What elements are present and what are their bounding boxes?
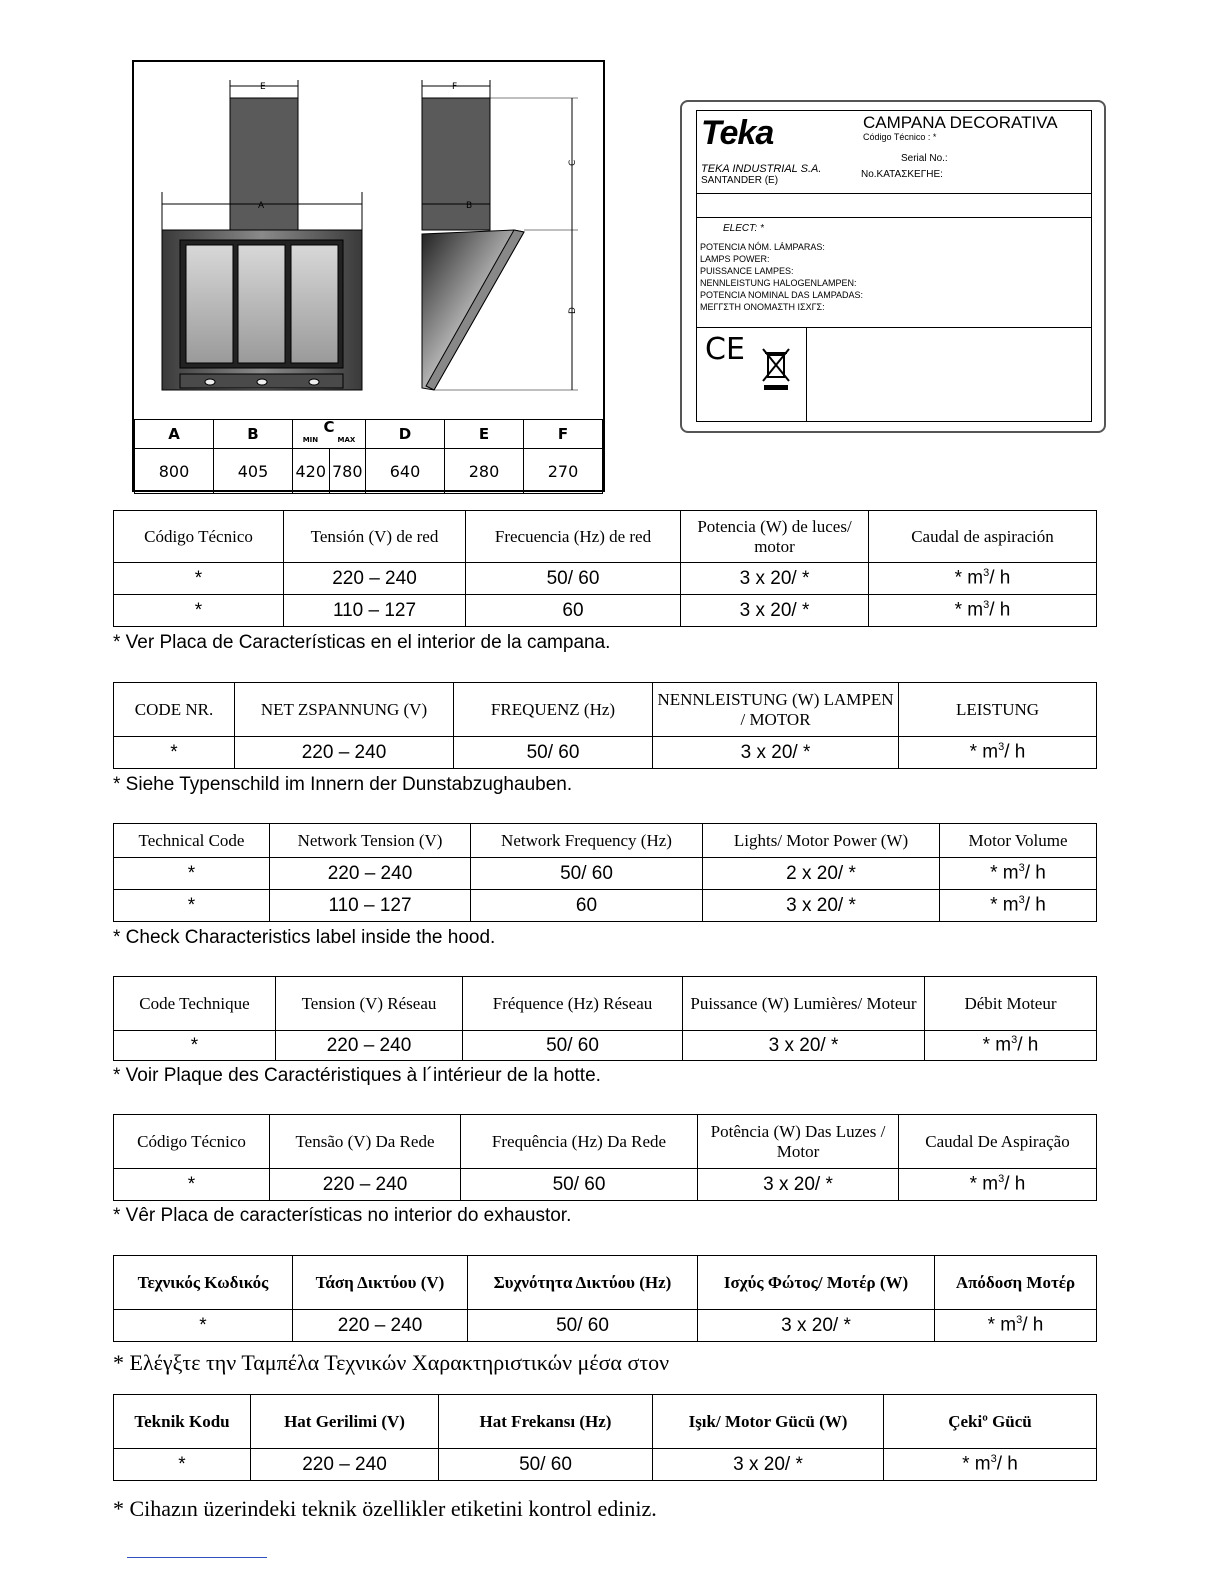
spec-cell: 220 – 240 <box>270 858 471 890</box>
spec-cell: 3 x 20/ * <box>681 563 869 595</box>
dim-header-c-min: MIN <box>302 436 319 444</box>
spec-cell: 50/ 60 <box>471 858 703 890</box>
spec-cell: 220 – 240 <box>284 563 466 595</box>
spec-note: * Ver Placa de Características en el interior de la campana. <box>113 632 611 653</box>
flow-value: * m <box>982 1034 1012 1056</box>
plate-code: Código Técnico : * <box>863 132 937 142</box>
dim-a-label: A <box>258 201 265 211</box>
spec-cell: * <box>114 890 270 922</box>
dim-header-c-max: MAX <box>337 436 356 444</box>
spec-header-cell: Συχνότητα Δικτύου (Hz) <box>468 1256 698 1310</box>
cubic-exponent: 3 <box>990 1453 997 1466</box>
spec-cell: 220 – 240 <box>293 1310 468 1342</box>
spec-cell <box>869 595 1097 627</box>
spec-header-cell: Network Frequency (Hz) <box>471 824 703 858</box>
spec-cell: * <box>114 858 270 890</box>
spec-table <box>113 1394 1097 1481</box>
dim-d-label: D <box>568 307 578 314</box>
flow-unit: / h <box>996 1453 1018 1475</box>
spec-header-cell: Frecuencia (Hz) de red <box>466 511 681 563</box>
spec-cell: * <box>114 1169 270 1201</box>
spec-table <box>113 682 1097 769</box>
flow-value: * m <box>954 567 984 589</box>
spec-cell <box>869 563 1097 595</box>
spec-header-cell: Código Técnico <box>114 1115 270 1169</box>
spec-header-cell: Ισχύς Φώτος/ Μοτέρ (W) <box>698 1256 935 1310</box>
spec-header-cell: NET ZSPANNUNG (V) <box>235 683 454 737</box>
dim-value-e: 280 <box>445 449 524 494</box>
technical-drawing <box>132 60 605 492</box>
spec-cell: 3 x 20/ * <box>681 595 869 627</box>
dim-e-label: E <box>260 82 266 92</box>
spec-row <box>114 1031 1097 1061</box>
spec-cell: 50/ 60 <box>454 737 653 769</box>
spec-header-cell: Απόδοση Μοτέρ <box>935 1256 1097 1310</box>
flow-value: * m <box>962 1453 991 1475</box>
flow-unit: / h <box>1022 1314 1044 1336</box>
spec-header-cell: Código Técnico <box>114 511 284 563</box>
spec-header-cell: Tension (V) Réseau <box>276 977 463 1031</box>
dim-f-label: F <box>452 82 458 92</box>
spec-cell: 3 x 20/ * <box>698 1169 899 1201</box>
spec-header-cell: Çekiº Gücü <box>884 1395 1097 1449</box>
spec-row <box>114 1310 1097 1342</box>
plate-lamps-es: POTENCIA NÓM. LÁMPARAS: <box>700 242 825 252</box>
dim-value-a: 800 <box>135 449 214 494</box>
spec-note: * Siehe Typenschild im Innern der Dunstabzughauben. <box>113 774 573 795</box>
dim-header-c <box>293 420 366 449</box>
side-chimney <box>422 98 490 230</box>
plate-title: CAMPANA DECORATIVA <box>863 113 1058 132</box>
spec-header-cell: NENNLEISTUNG (W) LAMPEN / MOTOR <box>653 683 899 737</box>
plate-lamps-de: NENNLEISTUNG HALOGENLAMPEN: <box>700 278 857 288</box>
spec-note: * Voir Plaque des Caractéristiques à l´intérieur de la hotte. <box>113 1065 601 1086</box>
spec-header-cell: Tensão (V) Da Rede <box>270 1115 461 1169</box>
spec-header-cell: Puissance (W) Lumières/ Moteur <box>683 977 925 1031</box>
spec-cell: 50/ 60 <box>468 1310 698 1342</box>
spec-row <box>114 595 1097 627</box>
spec-header-cell: Lights/ Motor Power (W) <box>703 824 940 858</box>
plate-serial-greek: No.ΚΑΤΑΣΚΕΓΗΕ: <box>861 169 943 180</box>
dim-header-e: E <box>445 420 524 449</box>
spec-header-cell: Hat Gerilimi (V) <box>251 1395 439 1449</box>
rating-plate <box>696 110 1092 422</box>
spec-cell <box>940 858 1097 890</box>
plate-company: TEKA INDUSTRIAL S.A. <box>701 163 822 175</box>
dim-header-c-label: C <box>323 418 335 436</box>
plate-lamps-fr: PUISSANCE LAMPES: <box>700 266 794 276</box>
plate-city: SANTANDER (E) <box>701 175 779 186</box>
flow-unit: / h <box>1004 1173 1026 1195</box>
spec-note: * Ελέγξτε την Ταμπέλα Τεχνικών Χαρακτηριστικών μέσα στον <box>113 1350 670 1375</box>
spec-table <box>113 510 1097 627</box>
spec-note: * Vêr Placa de características no interior do exhaustor. <box>113 1205 572 1226</box>
plate-divider <box>697 327 1091 328</box>
plate-divider <box>697 193 1091 194</box>
spec-cell: 3 x 20/ * <box>703 890 940 922</box>
spec-row <box>114 890 1097 922</box>
dim-header-a: A <box>135 420 214 449</box>
spec-cell: 50/ 60 <box>461 1169 698 1201</box>
flow-value: * m <box>954 599 984 621</box>
flow-unit: / h <box>1024 862 1046 884</box>
spec-cell <box>925 1031 1097 1061</box>
spec-row <box>114 1169 1097 1201</box>
dim-header-b: B <box>214 420 293 449</box>
spec-row <box>114 858 1097 890</box>
spec-cell <box>940 890 1097 922</box>
spec-cell: * <box>114 595 284 627</box>
spec-header-cell: Potência (W) Das Luzes / Motor <box>698 1115 899 1169</box>
spec-cell: 220 – 240 <box>251 1449 439 1481</box>
flow-unit: / h <box>1024 894 1046 916</box>
spec-header-cell: Teknik Kodu <box>114 1395 251 1449</box>
dim-value-f: 270 <box>524 449 603 494</box>
spec-cell: * <box>114 1449 251 1481</box>
plate-divider <box>806 327 807 421</box>
spec-cell: * <box>114 1031 276 1061</box>
ce-mark: CE <box>705 332 745 367</box>
spec-note: * Check Characteristics label inside the hood. <box>113 927 496 948</box>
plate-lamps-en: LAMPS POWER: <box>700 254 770 264</box>
plate-serial: Serial No.: <box>901 153 948 164</box>
spec-cell: 50/ 60 <box>463 1031 683 1061</box>
spec-header-cell: Motor Volume <box>940 824 1097 858</box>
plate-divider <box>697 217 1091 218</box>
spec-cell: 50/ 60 <box>466 563 681 595</box>
flow-unit: / h <box>989 599 1011 621</box>
dim-value-d: 640 <box>366 449 445 494</box>
cubic-exponent: 3 <box>998 1173 1005 1186</box>
spec-header-cell: Fréquence (Hz) Réseau <box>463 977 683 1031</box>
flow-value: * m <box>987 1314 1017 1336</box>
spec-header-cell: Code Technique <box>114 977 276 1031</box>
cubic-exponent: 3 <box>998 741 1005 754</box>
plate-lamps-gr: ΜΕΓΓΣΤΗ ΟΝΟΜΑΣΤΗ ΙΣΧΓΣ: <box>700 302 825 312</box>
dim-value-c-min: 420 <box>293 449 330 494</box>
spec-header-cell: Tensión (V) de red <box>284 511 466 563</box>
dimension-table <box>134 419 603 494</box>
spec-header-cell: CODE NR. <box>114 683 235 737</box>
dim-value-c-max: 780 <box>329 449 366 494</box>
spec-cell: * <box>114 737 235 769</box>
spec-header-cell: Network Tension (V) <box>270 824 471 858</box>
plate-lamps-pt: POTENCIA NOMINAL DAS LAMPADAS: <box>700 290 864 300</box>
spec-cell: * <box>114 563 284 595</box>
spec-row <box>114 563 1097 595</box>
flow-unit: / h <box>1017 1034 1039 1056</box>
spec-header-cell: Τεχνικός Κωδικός <box>114 1256 293 1310</box>
spec-cell: 3 x 20/ * <box>653 1449 884 1481</box>
flow-value: * m <box>969 1173 999 1195</box>
spec-cell <box>935 1310 1097 1342</box>
flow-unit: / h <box>1004 741 1026 763</box>
cubic-exponent: 3 <box>983 599 990 612</box>
spec-note: * Cihazın üzerindeki teknik özellikler etiketini kontrol ediniz. <box>113 1496 657 1521</box>
spec-cell: 3 x 20/ * <box>698 1310 935 1342</box>
spec-cell: 110 – 127 <box>284 595 466 627</box>
flow-unit: / h <box>989 567 1011 589</box>
spec-header-cell: Débit Moteur <box>925 977 1097 1031</box>
spec-header-cell: LEISTUNG <box>899 683 1097 737</box>
cubic-exponent: 3 <box>1018 862 1025 875</box>
spec-cell: 2 x 20/ * <box>703 858 940 890</box>
spec-header-cell: Caudal de aspiración <box>869 511 1097 563</box>
spec-header-cell: FREQUENZ (Hz) <box>454 683 653 737</box>
spec-cell: 60 <box>466 595 681 627</box>
spec-header-cell: Technical Code <box>114 824 270 858</box>
spec-cell: 220 – 240 <box>270 1169 461 1201</box>
spec-cell: 60 <box>471 890 703 922</box>
teka-logo: Teka <box>701 114 774 152</box>
dim-value-b: 405 <box>214 449 293 494</box>
dim-header-d: D <box>366 420 445 449</box>
dim-header-f: F <box>524 420 603 449</box>
spec-cell: 3 x 20/ * <box>653 737 899 769</box>
flow-value: * m <box>990 862 1019 884</box>
flow-value: * m <box>969 741 999 763</box>
spec-header-cell: Frequência (Hz) Da Rede <box>461 1115 698 1169</box>
hood-drawing-svg <box>134 62 604 419</box>
dim-c-label: C <box>568 159 578 166</box>
spec-row <box>114 737 1097 769</box>
footer-link-line <box>127 1557 267 1558</box>
spec-cell: * <box>114 1310 293 1342</box>
spec-cell: 50/ 60 <box>439 1449 653 1481</box>
spec-row <box>114 1449 1097 1481</box>
spec-table <box>113 1114 1097 1201</box>
spec-cell: 3 x 20/ * <box>683 1031 925 1061</box>
spec-cell: 110 – 127 <box>270 890 471 922</box>
spec-cell: 220 – 240 <box>276 1031 463 1061</box>
cubic-exponent: 3 <box>1011 1034 1018 1047</box>
spec-cell <box>899 737 1097 769</box>
spec-header-cell: Hat Frekansı (Hz) <box>439 1395 653 1449</box>
flow-value: * m <box>990 894 1019 916</box>
spec-table <box>113 823 1097 922</box>
weee-bin-icon <box>761 345 791 395</box>
spec-cell: 220 – 240 <box>235 737 454 769</box>
spec-header-cell: Caudal De Aspiração <box>899 1115 1097 1169</box>
plate-elect: ELECT: * <box>723 223 764 234</box>
spec-header-cell: Τάση Δικτύου (V) <box>293 1256 468 1310</box>
dim-b-label: B <box>466 201 473 211</box>
cubic-exponent: 3 <box>983 567 990 580</box>
spec-header-cell: Potencia (W) de luces/ motor <box>681 511 869 563</box>
spec-table <box>113 1255 1097 1342</box>
spec-cell <box>899 1169 1097 1201</box>
cubic-exponent: 3 <box>1018 894 1025 907</box>
spec-cell <box>884 1449 1097 1481</box>
spec-table <box>113 976 1097 1061</box>
spec-header-cell: Işık/ Motor Gücü (W) <box>653 1395 884 1449</box>
cubic-exponent: 3 <box>1016 1314 1023 1327</box>
